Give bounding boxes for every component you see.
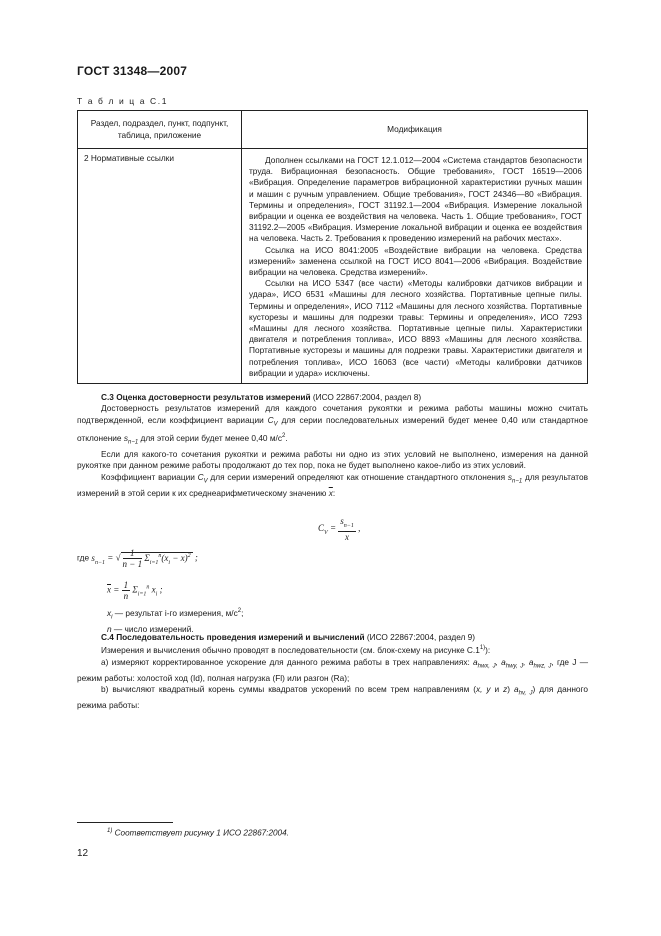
c3-paragraph-2: Если для какого-то сочетания рукоятки и режима работы ни одно из этих условий не выполнено, измерения на данной рукоятке при данном режиме работы продолжают до тех пор, пока не будет выполнено какое-либо из этих условий.: [77, 448, 588, 471]
c4-item-a: а) измеряют корректированное ускорение для данного режима работы в трех направлениях: $a_{hwx, J}$, $a_{hwy, J}$, $a_{hwz, J}$, где J — режим работы: холостой ход (Id), полная нагрузка (Fl) или разгон (Ra);: [77, 656, 588, 683]
modification-paragraph-1: Дополнен ссылками на ГОСТ 12.1.012—2004 «Система стандартов безопасности труда. Вибрационная безопасность. Общие требования», ГОСТ 16519—2006 «Вибрация. Определение параметров вибрационной характеристики ручных машин и машин с ручным управлением. Общие требования», ГОСТ 24346—80 «Вибрация. Термины и определения», ГОСТ 31192.1—2004 «Вибрация. Измерение локальной вибрации и оценка ее воздействия на человека. Часть 1. Общие требования», ГОСТ 31192.2—2005 «Вибрация. Измерение локальной вибрации и оценка ее воздействия на человека. Часть 2. Требования к проведению измерений на рабочих местах».: [249, 155, 582, 244]
formula-mean: $\overline{x}$ = $\frac{1}{n}$ $\Sigma_{i=1}^n$ $x_i$ ;: [107, 580, 163, 601]
row-modification-cell: [242, 149, 588, 384]
section-c4: [77, 632, 588, 712]
c4-heading: С.4 Последовательность проведения измерений и вычислений (ИСО 22867:2004, раздел 9): [101, 632, 476, 642]
c3-heading: С.3 Оценка достоверности результатов измерений (ИСО 22867:2004, раздел 8): [101, 392, 422, 402]
modification-paragraph-3: Ссылки на ИСО 5347 (все части) «Методы калибровки датчиков вибрации и удара», ИСО 6531 «Машины для лесного хозяйства. Портативные цепные пилы. Термины и определения», ИСО 7112 «Машины для лесного хозяйства. Портативные кусторезы и машины для подрезки травы: Термины и определения», ИСО 7293 «Машины для лесного хозяйства. Портативные цепные пилы. Характеристики двигателя и потребления топлива», ИСО 8893 «Машины для лесного хозяйства. Портативные кусторезы и машины для подрезки травы. Характеристики двигателя и потребления топлива», ИСО 16063 (все части) «Методы калибровки датчиков вибрации и удара» исключены.: [249, 278, 582, 378]
document-header: ГОСТ 31348—2007: [77, 64, 188, 78]
table-caption: Т а б л и ц а С.1: [77, 96, 169, 106]
formula-cv: $C_V$ = $\frac{s_{n-1}}{x}$ ,: [318, 516, 361, 542]
page-number: 12: [77, 848, 89, 859]
c3-paragraph-1: Достоверность результатов измерений для каждого сочетания рукоятки и режима работы машины можно считать подтвержденной, если коэффициент вариации $C_V$ для серии последовательных измерений будет менее 0,40 или стандартное отклонение $s_{n-1}$ для этой серии будет менее 0,40 $м/с^2$.: [77, 403, 588, 446]
footnote-divider: [77, 822, 173, 823]
n-definition: n — число измерений.: [107, 623, 194, 634]
c4-item-b: b) вычисляют квадратный корень суммы квадратов ускорений по всем трем направлениям (x, y и z) $a_{hv, J}$) для данного режима работы:: [77, 684, 588, 711]
c3-paragraph-3: Коэффициент вариации $C_V$ для серии измерений определяют как отношение стандартного отклонения $s_{n-1}$ для результатов измерений в этой серии к их среднеарифметическому значению $\overline{x}$:: [77, 471, 588, 498]
formula-sn1: где $s_{n-1}$ = √ $\frac{1}{n - 1}$ $\Sigma_{i=1}^n(x_i - \overline{x})^2$ ;: [77, 548, 198, 569]
table-header-row: [78, 111, 588, 149]
xi-definition: $x_i$ — результат i-го измерения, $м/с^2$;: [107, 607, 244, 621]
col1-header: Раздел, подраздел, пункт, подпункт, таблица, приложение: [78, 111, 242, 149]
footnote: $^{1)}$ Соответствует рисунку 1 ИСО 22867:2004.: [107, 828, 289, 838]
formula-definitions: [77, 606, 588, 635]
c4-paragraph-1: Измерения и вычисления обычно проводят в последовательности (см. блок-схему на рисунке С.1$^{1)}$):: [101, 645, 491, 656]
table-row: [78, 149, 588, 384]
section-c3: [77, 392, 588, 499]
modification-table: [77, 110, 588, 384]
col2-header: Модификация: [242, 111, 588, 149]
row-section-cell: 2 Нормативные ссылки: [78, 149, 242, 384]
modification-paragraph-2: Ссылка на ИСО 8041:2005 «Воздействие вибрации на человека. Средства измерений» заменена ссылкой на ГОСТ ИСО 8041—2006 «Вибрация. Воздействие вибрации на человека. Средства измерений».: [249, 244, 582, 278]
